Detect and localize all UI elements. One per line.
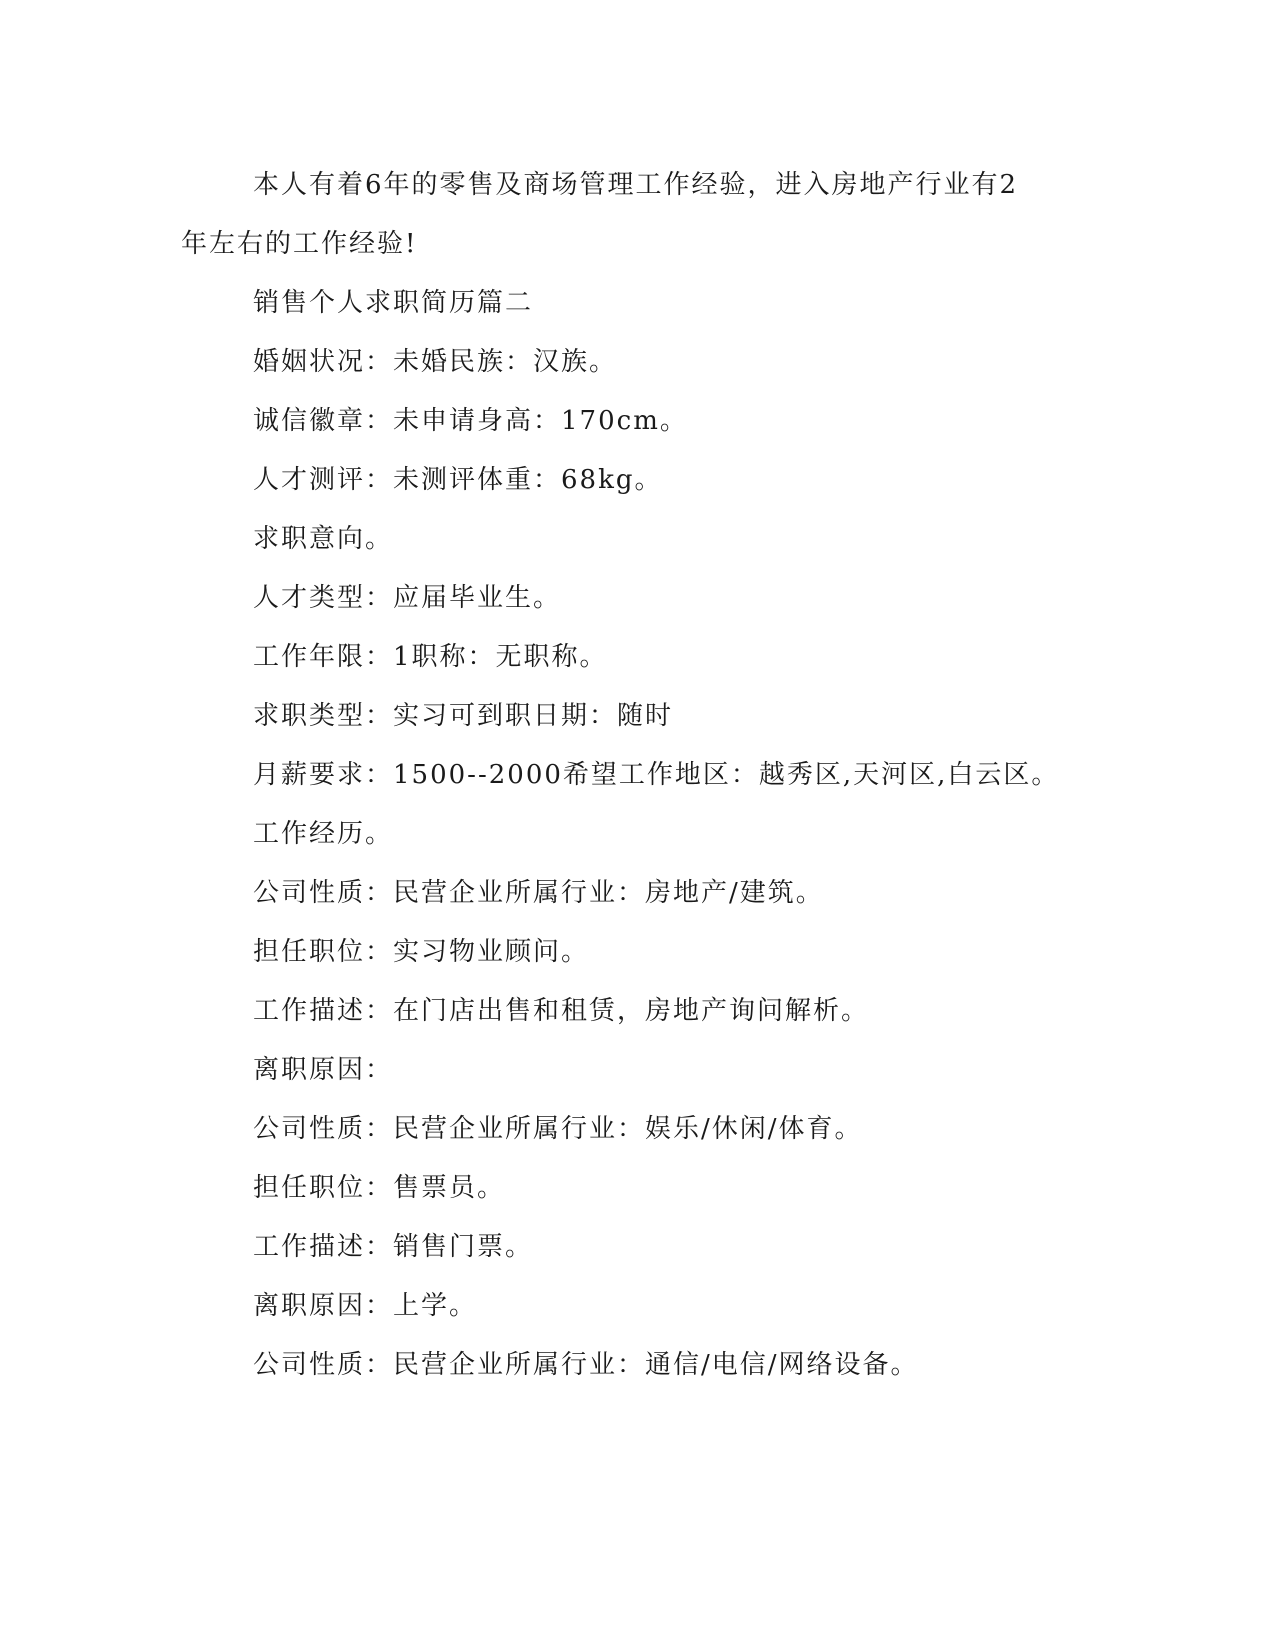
company-nature-line: 公司性质：民营企业所属行业：娱乐/休闲/体育。 — [253, 1114, 863, 1144]
talent-assessment-line: 人才测评：未测评体重：68kg。 — [253, 465, 663, 495]
marital-status-line: 婚姻状况：未婚民族：汉族。 — [253, 347, 618, 377]
work-experience-heading: 工作经历。 — [253, 819, 394, 849]
document-body — [181, 156, 1060, 1395]
job-type-line: 求职类型：实习可到职日期：随时 — [253, 701, 674, 731]
intro-paragraph: 本人有着6年的零售及商场管理工作经验，进入房地产行业有2年左右的工作经验! — [181, 170, 1019, 259]
salary-line: 月薪要求：1500--2000希望工作地区：越秀区,天河区,白云区。 — [253, 760, 1060, 790]
work-years-line: 工作年限：1职称：无职称。 — [253, 642, 608, 672]
company-nature-line: 公司性质：民营企业所属行业：通信/电信/网络设备。 — [253, 1350, 919, 1380]
company-nature-line: 公司性质：民营企业所属行业：房地产/建筑。 — [253, 878, 824, 908]
leaving-reason-line: 离职原因：上学。 — [253, 1291, 478, 1321]
section-heading: 销售个人求职简历篇二 — [253, 288, 534, 318]
integrity-badge-line: 诚信徽章：未申请身高：170cm。 — [253, 406, 688, 436]
leaving-reason-line: 离职原因： — [253, 1055, 394, 1085]
job-description-line: 工作描述：销售门票。 — [253, 1232, 534, 1262]
position-line: 担任职位：售票员。 — [253, 1173, 506, 1203]
job-intention-heading: 求职意向。 — [253, 524, 394, 554]
talent-type-line: 人才类型：应届毕业生。 — [253, 583, 562, 613]
job-description-line: 工作描述：在门店出售和租赁，房地产询问解析。 — [253, 996, 870, 1026]
position-line: 担任职位：实习物业顾问。 — [253, 937, 590, 967]
